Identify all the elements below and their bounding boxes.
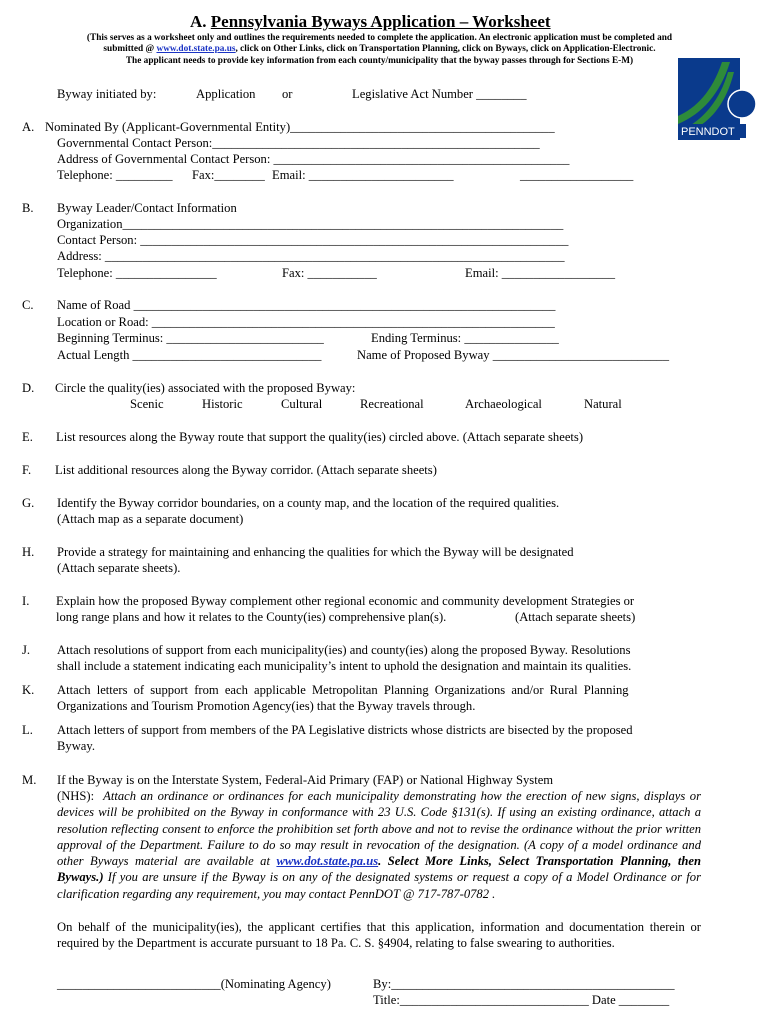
section-f-letter: F. — [22, 463, 32, 477]
header-line2-pre: submitted @ — [103, 44, 157, 54]
section-m-nhs: (NHS): — [57, 789, 95, 803]
nominating-agency-field[interactable]: __________________________(Nominating Agency) — [57, 977, 331, 991]
section-e-text: List resources along the Byway route that support the quality(ies) circled above. (Attach separate sheets) — [56, 430, 584, 444]
initiated-label: Byway initiated by: — [57, 87, 157, 101]
section-m-ordinance-text: Attach an ordinance or ordinances for each municipality demonstrating how the erection of new signs, displays or devices will be prohibited on the Byway in conformance with 23 U.S. Code §131(s). If using an existing ordinance, attach a resolution reflecting consent to enforce the prohibition set forth above and not to revise the ordinance without the prior written approval of the Department. Failure to do so may result in revocation of the designation. (A copy of a model ordinance and other Byways material are available at — [57, 789, 702, 869]
section-a-email-field[interactable]: Email: _______________________ — [272, 168, 454, 182]
section-k-line2: Organizations and Tourism Promotion Agency(ies) that the Byway travels through. — [57, 699, 476, 713]
section-k-line1: Attach letters of support from each applicable Metropolitan Planning Organizations and/or Rural Planning — [57, 683, 629, 697]
section-m-contact-text: If you are unsure if the Byway is on any of the designated systems or request a copy of a Model Ordinance or for clarification regarding any requirement, you may contact PennDOT @ 717-787-0782 . — [57, 870, 701, 901]
page-title — [190, 12, 551, 32]
section-m-ordinance-paragraph — [57, 788, 701, 902]
quality-option-scenic[interactable]: Scenic — [130, 397, 164, 411]
section-b-fax-field[interactable]: Fax: ___________ — [282, 266, 377, 280]
signature-by-field[interactable]: By:_____________________________________________ — [373, 977, 675, 991]
section-h-line2: (Attach separate sheets). — [57, 561, 181, 575]
section-g-line2: (Attach map as a separate document) — [57, 512, 244, 526]
section-i-attach-note: (Attach separate sheets) — [515, 610, 636, 624]
section-b-organization-field[interactable]: Organization______________________________________________________________________ — [57, 217, 564, 231]
section-l-letter: L. — [22, 723, 33, 737]
section-c-beginning-terminus-field[interactable]: Beginning Terminus: _________________________ — [57, 331, 324, 345]
section-a-address-field[interactable]: Address of Governmental Contact Person: _______________________________________________ — [57, 152, 570, 166]
section-h-letter: H. — [22, 545, 35, 559]
signature-title-date-field[interactable]: Title:______________________________ Date ________ — [373, 993, 670, 1007]
section-a-extra-field[interactable]: __________________ — [520, 168, 634, 182]
section-a-contact-person-field[interactable]: Governmental Contact Person:____________________________________________________ — [57, 136, 540, 150]
section-c-proposed-name-field[interactable]: Name of Proposed Byway ____________________________ — [357, 348, 670, 362]
section-f-text: List additional resources along the Byway corridor. (Attach separate sheets) — [55, 463, 437, 477]
header-note-line3: The applicant needs to provide key information from each county/municipality that the byway passes through for Sections E-M) — [125, 56, 634, 66]
section-m-select-links: . Select More Links, Select Transportation Planning, then Byways.) — [57, 854, 701, 885]
section-h-line1: Provide a strategy for maintaining and enhancing the qualities for which the Byway will be designated — [57, 545, 574, 559]
section-j-letter: J. — [22, 643, 31, 657]
header-note-line1: (This serves as a worksheet only and outlines the requirements needed to complete the application. An electronic application must be completed and — [86, 33, 673, 43]
section-j-line2: shall include a statement indicating each municipality’s intent to uphold the designation and maintain its qualities. — [57, 659, 632, 673]
section-b-contact-person-field[interactable]: Contact Person: ____________________________________________________________________ — [57, 233, 569, 247]
quality-option-historic[interactable]: Historic — [202, 397, 243, 411]
section-k-letter: K. — [22, 683, 35, 697]
section-e-letter: E. — [22, 430, 33, 444]
header-note-line2 — [52, 44, 707, 55]
quality-option-archaeological[interactable]: Archaeological — [465, 397, 542, 411]
title-prefix: A. — [190, 12, 211, 31]
initiated-option-legislative: Legislative Act Number ________ — [352, 87, 527, 101]
penndot-logo-text: PENNDOT — [681, 126, 735, 138]
quality-option-natural[interactable]: Natural — [584, 397, 622, 411]
section-m-line1: If the Byway is on the Interstate System, Federal-Aid Primary (FAP) or National Highway System — [57, 773, 554, 787]
section-i-letter: I. — [22, 594, 30, 608]
quality-option-recreational[interactable]: Recreational — [360, 397, 424, 411]
section-b-heading: Byway Leader/Contact Information — [57, 201, 237, 215]
section-i-line2: long range plans and how it relates to the County(ies) comprehensive plan(s). — [56, 610, 447, 624]
section-c-road-name-field[interactable]: Name of Road ___________________________________________________________________ — [57, 298, 556, 312]
section-b-letter: B. — [22, 201, 34, 215]
section-g-letter: G. — [22, 496, 35, 510]
section-d-letter: D. — [22, 381, 35, 395]
section-d-instruction: Circle the quality(ies) associated with the proposed Byway: — [55, 381, 356, 395]
section-i-line1: Explain how the proposed Byway complement other regional economic and community development Strategies or — [56, 594, 635, 608]
section-m-letter: M. — [22, 773, 37, 787]
penndot-logo-graphic — [678, 58, 757, 140]
section-c-location-field[interactable]: Location or Road: ________________________________________________________________ — [57, 315, 555, 329]
section-c-letter: C. — [22, 298, 34, 312]
section-j-line1: Attach resolutions of support from each municipality(ies) and county(ies) along the proposed Byway. Resolutions — [57, 643, 631, 657]
section-c-actual-length-field[interactable]: Actual Length ______________________________ — [57, 348, 322, 362]
section-a-telephone-field[interactable]: Telephone: _________ — [57, 168, 173, 182]
section-a-nominated-by-field[interactable]: Nominated By (Applicant-Governmental Entity)__________________________________________ — [45, 120, 555, 134]
section-l-line1: Attach letters of support from members of the PA Legislative districts whose districts are bisected by the proposed — [57, 723, 633, 737]
section-a-fax-field[interactable]: Fax:________ — [192, 168, 265, 182]
header-line2-post: , click on Other Links, click on Transportation Planning, click on Byways, click on Application-Electronic. — [235, 44, 656, 54]
quality-option-cultural[interactable]: Cultural — [281, 397, 323, 411]
section-m-dot-link[interactable]: www.dot.state.pa.us — [276, 854, 379, 869]
section-a-letter: A. — [22, 120, 35, 134]
section-m-certification: On behalf of the municipality(ies), the applicant certifies that this application, information and documentation therein or required by the Department is accurate pursuant to 18 Pa. C. S. §4904, relating to false swearing to authorities. — [57, 920, 701, 951]
section-b-telephone-field[interactable]: Telephone: ________________ — [57, 266, 217, 280]
header-dot-link[interactable]: www.dot.state.pa.us — [156, 44, 236, 54]
title-main: Pennsylvania Byways Application – Worksheet — [210, 12, 551, 31]
section-l-line2: Byway. — [57, 739, 96, 753]
section-g-line1: Identify the Byway corridor boundaries, on a county map, and the location of the required qualities. — [57, 496, 560, 510]
section-b-address-field[interactable]: Address: _________________________________________________________________________ — [57, 249, 565, 263]
penndot-logo — [678, 58, 757, 140]
section-b-email-field[interactable]: Email: __________________ — [465, 266, 616, 280]
initiated-or: or — [282, 87, 293, 101]
initiated-option-application: Application — [196, 87, 256, 101]
section-c-ending-terminus-field[interactable]: Ending Terminus: _______________ — [371, 331, 559, 345]
